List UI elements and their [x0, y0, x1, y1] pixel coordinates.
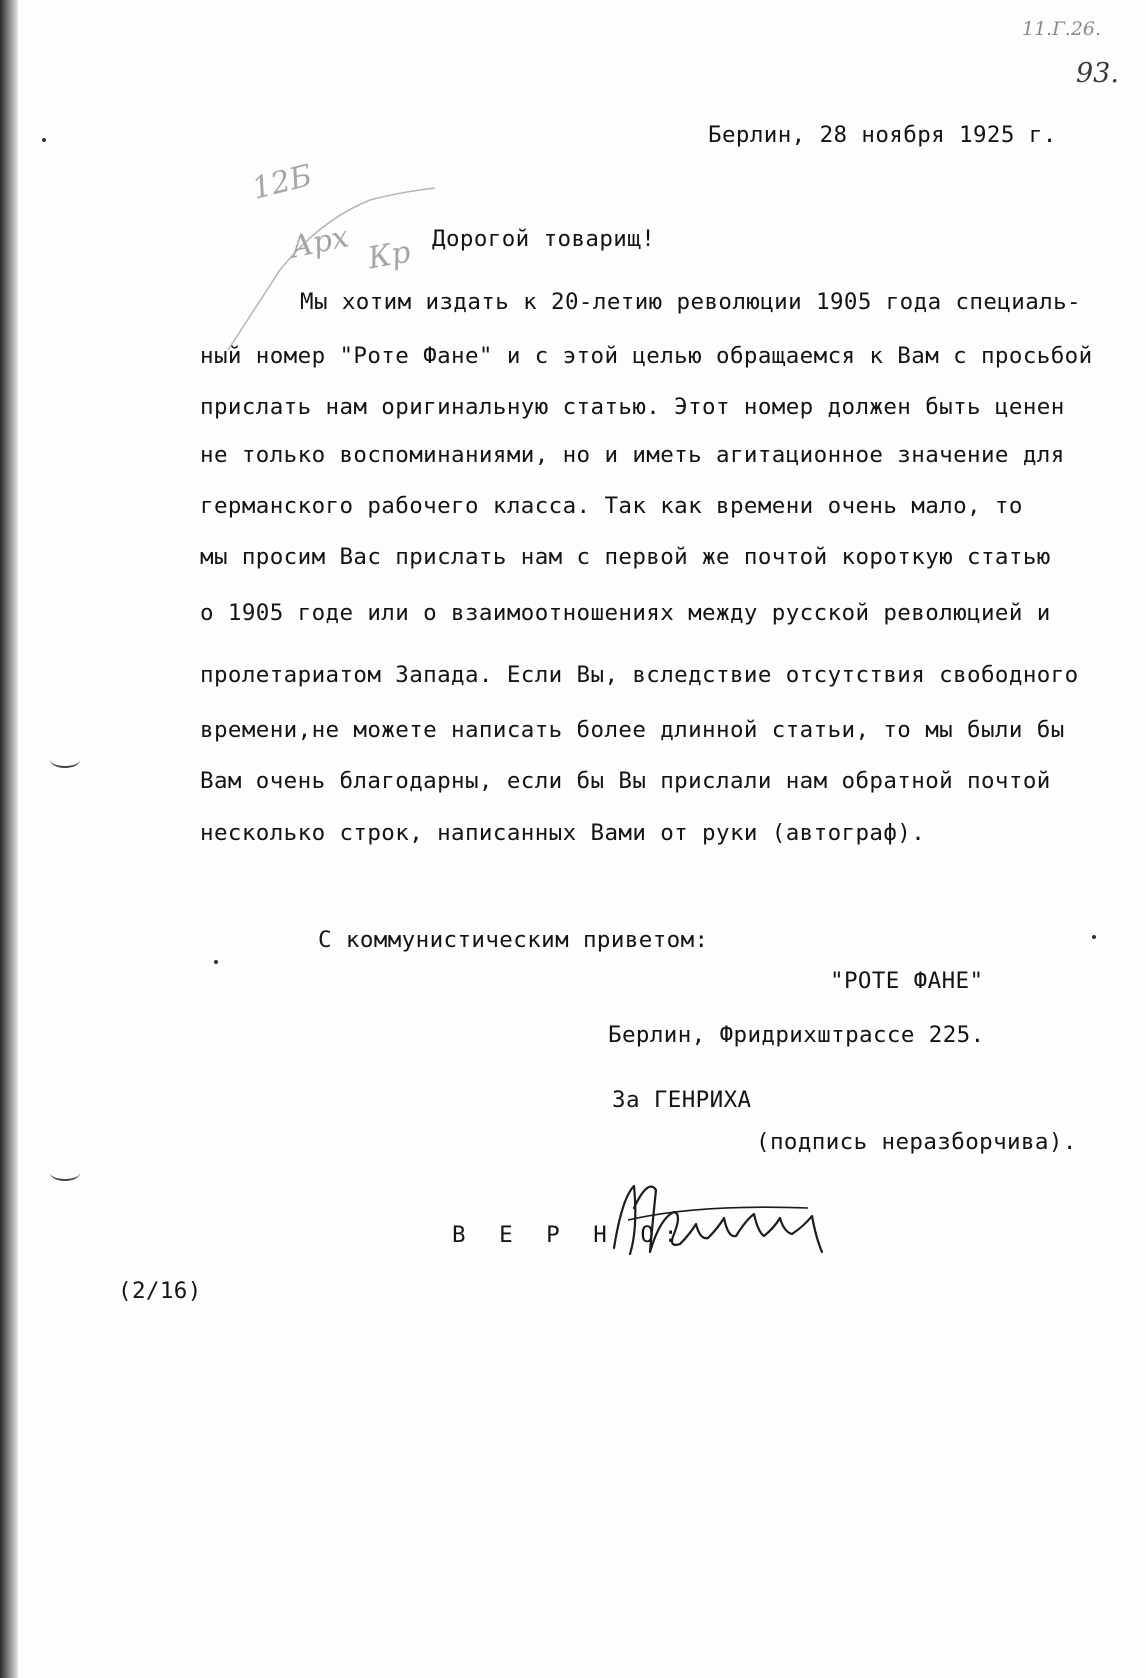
certified-label: В Е Р Н О: [452, 1222, 688, 1248]
closing-greeting: С коммунистическим приветом: [318, 927, 709, 953]
body-line: Вам очень благодарны, если бы Вы прислали нам обратной почтой [200, 768, 1051, 794]
body-line: не только воспоминаниями, но и иметь агитационное значение для [200, 442, 1065, 468]
signature-note: (подпись неразборчива). [756, 1129, 1077, 1155]
body-line: несколько строк, написанных Вами от руки (автограф). [200, 820, 926, 846]
body-line: прислать нам оригинальную статью. Этот номер должен быть ценен [200, 394, 1065, 420]
body-line: мы просим Вас прислать нам с первой же почтой короткую статью [200, 544, 1051, 570]
speck [1092, 935, 1096, 939]
body-line: пролетариатом Запада. Если Вы, вследствие отсутствия свободного [200, 662, 1079, 688]
speck [42, 138, 46, 142]
body-line: о 1905 годе или о взаимоотношениях между русской революцией и [200, 600, 1051, 626]
body-line: германского рабочего класса. Так как времени очень мало, то [200, 493, 1023, 519]
speck [214, 960, 218, 964]
margin-note-2: Арх [287, 219, 352, 266]
place-and-date: Берлин, 28 ноября 1925 г. [708, 122, 1057, 148]
punch-hole-lower [50, 1165, 80, 1181]
salutation: Дорогой товарищ! [432, 226, 656, 252]
body-line: ный номер "Роте Фане" и с этой целью обращаемся к Вам с просьбой [200, 343, 1093, 369]
archive-page-number: 93. [1076, 58, 1119, 89]
organization-name: "РОТЕ ФАНЕ" [830, 968, 984, 994]
body-line: времени,не можете написать более длинной статьи, то мы были бы [200, 717, 1065, 743]
handwritten-signature [608, 1168, 838, 1278]
margin-note-3: Кр [365, 234, 414, 277]
scan-edge-shadow [0, 0, 18, 1678]
punch-hole-upper [50, 752, 80, 768]
body-line: Мы хотим издать к 20-летию революции 1905 года специаль- [300, 289, 1081, 315]
document-reference: (2/16) [118, 1278, 202, 1304]
archive-pencil-note: 11.Г.26. [1022, 18, 1102, 40]
signed-for: За ГЕНРИХА [612, 1087, 752, 1113]
margin-note-1: 12Б [248, 158, 316, 207]
organization-address: Берлин, Фридрихштрассе 225. [608, 1022, 985, 1048]
